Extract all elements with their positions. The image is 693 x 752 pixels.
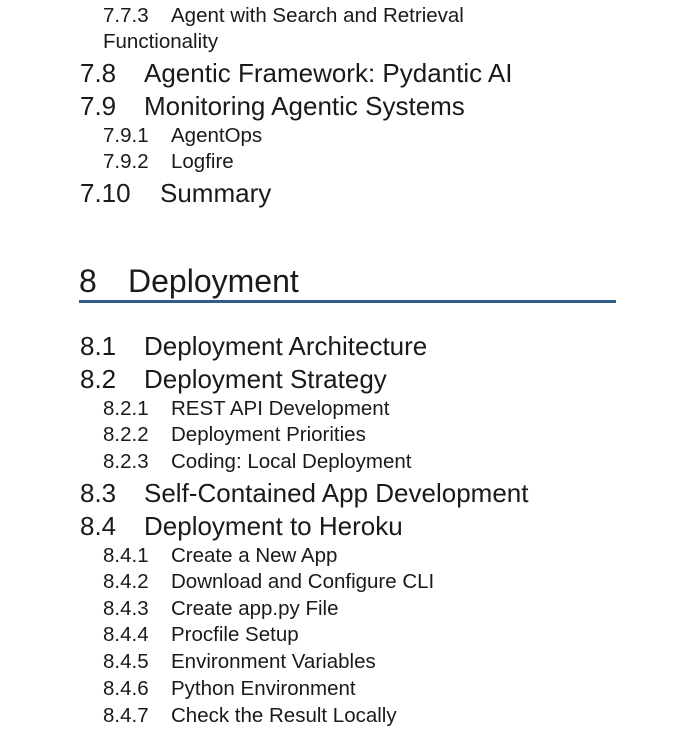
toc-title: Create app.py File	[171, 597, 339, 620]
toc-title: REST API Development	[171, 397, 390, 420]
toc-title: Deployment Strategy	[144, 364, 387, 394]
toc-title: AgentOps	[171, 124, 263, 147]
toc-number: 7.10	[80, 178, 131, 208]
toc-number: 8.4	[80, 511, 117, 541]
toc-number: 7.9.2	[103, 150, 149, 173]
toc-title: Python Environment	[171, 677, 356, 700]
toc-number: 8.4.1	[103, 544, 149, 567]
toc-subsection-8-2-2[interactable]	[103, 423, 366, 447]
toc-chapter-heading[interactable]	[79, 263, 299, 300]
toc-subsection-8-4-3[interactable]	[103, 597, 339, 621]
toc-number: 8.4.6	[103, 677, 149, 700]
toc-title: Agentic Framework: Pydantic AI	[144, 58, 513, 88]
toc-section-7-9[interactable]	[80, 91, 465, 122]
toc-section-8-4[interactable]	[80, 511, 403, 542]
toc-title: Coding: Local Deployment	[171, 450, 412, 473]
toc-section-8-1[interactable]	[80, 331, 427, 362]
toc-number: 8.4.3	[103, 597, 149, 620]
toc-title: Procfile Setup	[171, 623, 299, 646]
toc-title: Deployment to Heroku	[144, 511, 403, 541]
chapter-rule-divider	[79, 300, 616, 303]
chapter-title: Deployment	[128, 263, 299, 299]
toc-title: Deployment Architecture	[144, 331, 428, 361]
toc-subsection-7-9-2[interactable]	[103, 150, 234, 174]
toc-number: 8.4.7	[103, 704, 149, 727]
chapter-number: 8	[79, 263, 97, 299]
toc-number: 8.4.5	[103, 650, 149, 673]
toc-number: 7.9	[80, 91, 117, 121]
toc-subsection-8-4-6[interactable]	[103, 677, 356, 701]
toc-number: 8.4.2	[103, 570, 149, 593]
toc-title: Check the Result Locally	[171, 704, 397, 727]
toc-section-7-8[interactable]	[80, 58, 512, 89]
toc-subsection-8-4-4[interactable]	[103, 623, 299, 647]
toc-number: 8.2.2	[103, 423, 149, 446]
toc-number: 8.3	[80, 478, 117, 508]
toc-subsection-7-7-3[interactable]	[103, 4, 464, 28]
toc-subsection-7-9-1[interactable]	[103, 124, 262, 148]
toc-title: Summary	[160, 178, 272, 208]
toc-number: 8.4.4	[103, 623, 149, 646]
toc-subsection-8-4-1[interactable]	[103, 544, 337, 568]
toc-subsection-8-4-2[interactable]	[103, 570, 434, 594]
toc-section-7-10[interactable]	[80, 178, 271, 209]
toc-title: Self-Contained App Development	[144, 478, 529, 508]
toc-subsection-8-4-7[interactable]	[103, 704, 397, 728]
toc-number: 7.8	[80, 58, 117, 88]
toc-number: 8.2.3	[103, 450, 149, 473]
toc-number: 8.1	[80, 331, 117, 361]
toc-number: 7.7.3	[103, 4, 149, 27]
toc-title: Monitoring Agentic Systems	[144, 91, 465, 121]
toc-title: Agent with Search and Retrieval	[171, 4, 464, 27]
toc-subsection-8-4-5[interactable]	[103, 650, 376, 674]
toc-title: Logfire	[171, 150, 234, 173]
toc-title-continued: Functionality	[103, 30, 219, 53]
toc-number: 7.9.1	[103, 124, 149, 147]
toc-subsection-8-2-3[interactable]	[103, 450, 411, 474]
toc-subsection-7-7-3-continued[interactable]	[103, 30, 218, 54]
toc-subsection-8-2-1[interactable]	[103, 397, 389, 421]
toc-number: 8.2.1	[103, 397, 149, 420]
toc-number: 8.2	[80, 364, 117, 394]
toc-section-8-3[interactable]	[80, 478, 528, 509]
toc-title: Create a New App	[171, 544, 338, 567]
toc-title: Environment Variables	[171, 650, 376, 673]
toc-title: Download and Configure CLI	[171, 570, 435, 593]
toc-title: Deployment Priorities	[171, 423, 366, 446]
toc-section-8-2[interactable]	[80, 364, 387, 395]
